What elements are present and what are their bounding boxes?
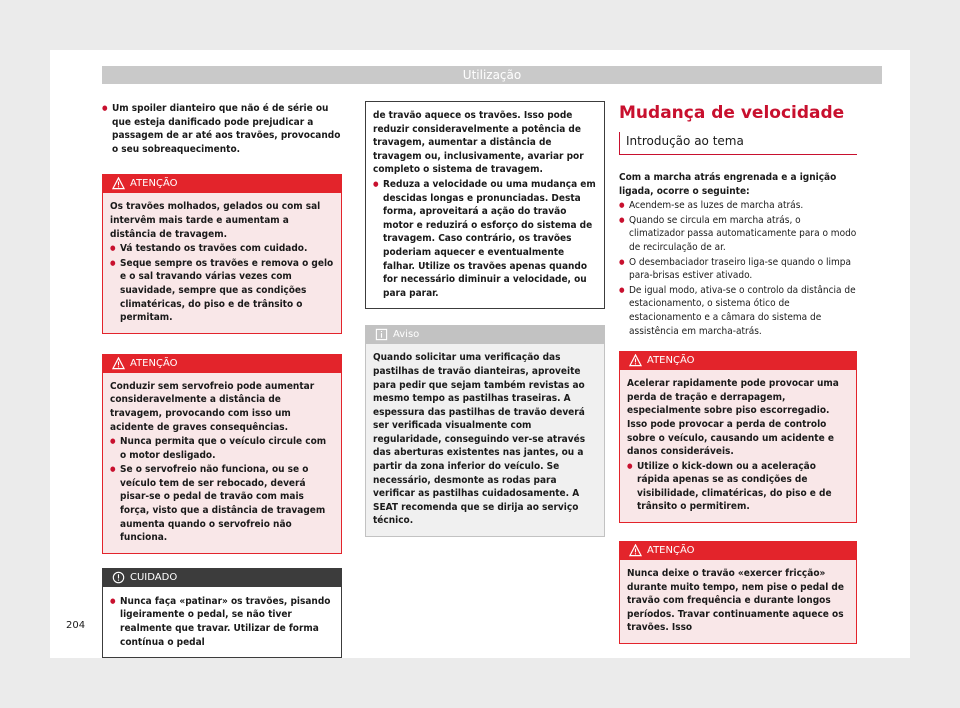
caution-circle-icon xyxy=(112,571,125,584)
page xyxy=(50,50,910,658)
warning-title: ATENÇÃO xyxy=(130,178,178,190)
warning-box xyxy=(102,174,342,333)
warning-box-body xyxy=(619,560,857,644)
warning-title: ATENÇÃO xyxy=(647,355,695,367)
warning-text: Acelerar rapidamente pode provocar uma perda de tração e derrapagem, especialmente sobre piso escorregadio. Isso pode provocar a perda de controlo sobre o veículo, causando um acidente e danos consideráveis. xyxy=(627,378,839,458)
subsection-heading xyxy=(619,132,857,155)
note-box-body xyxy=(365,344,605,537)
page-number: 204 xyxy=(66,620,86,631)
note-box xyxy=(365,325,605,537)
warning-box-body xyxy=(619,370,857,523)
column-1 xyxy=(102,101,342,658)
column-2 xyxy=(365,101,605,537)
warning-box-header xyxy=(102,174,342,193)
warning-text: Os travões molhados, gelados ou com sal intervêm mais tarde e aumentam a distância de travagem. xyxy=(110,201,321,240)
warning-box-body xyxy=(102,373,342,554)
warning-title: ATENÇÃO xyxy=(647,545,695,557)
warning-box xyxy=(619,351,857,523)
warning-box-header xyxy=(619,541,857,560)
intro-text: Com a marcha atrás engrenada e a ignição ligada, ocorre o seguinte: xyxy=(619,172,837,197)
list-item: ● Utilize o kick-down ou a aceleração rápida apenas se as condições de visibilidade, climatéricas, do piso e de trânsito o permitirem. xyxy=(627,460,850,514)
caution-title: CUIDADO xyxy=(130,571,178,583)
note-title: Aviso xyxy=(393,329,420,341)
info-icon xyxy=(375,328,388,341)
column-3 xyxy=(619,101,857,644)
warning-triangle-icon xyxy=(629,544,642,557)
note-text: Quando solicitar uma verificação das pastilhas de travão dianteiras, aproveite para pedir que sejam também revistas ao mesmo tempo as pastilhas traseiras. A espessura das pastilhas de travão deverá ser verificada visualmente com regularidade, conseguindo ver-se através das aberturas existentes nas jantes, ou a partir da zona inferior do veículo. Se necessário, desmonte as rodas para verificar as pastilhas cuidadosamente. A SEAT recomenda que se dirija ao serviço técnico. xyxy=(373,352,586,527)
caution-box-body xyxy=(102,587,342,658)
list-item: ● Vá testando os travões com cuidado. xyxy=(110,242,335,256)
chapter-header: Utilização xyxy=(102,66,882,84)
warning-box-body xyxy=(102,193,342,333)
caution-box-body xyxy=(365,101,605,309)
subsection-title: Introdução ao tema xyxy=(620,132,857,155)
list-item: ● Um spoiler dianteiro que não é de série ou que esteja danificado pode prejudicar a passagem de ar até aos travões, provocando o seu sobreaquecimento. xyxy=(102,102,342,156)
warning-text: Conduzir sem servofreio pode aumentar consideravelmente a distância de travagem, provocando com isso um acidente de graves consequências. xyxy=(110,380,315,433)
warning-box xyxy=(619,541,857,644)
list-item: ● Nunca faça «patinar» os travões, pisando ligeiramente o pedal, se não tiver realmente que travar. Utilizar de forma contínua o pedal xyxy=(110,595,335,649)
warning-box-header xyxy=(102,354,342,373)
warning-title: ATENÇÃO xyxy=(130,357,178,369)
list-item: ● Quando se circula em marcha atrás, o climatizador passa automaticamente para o modo de recirculação de ar. xyxy=(619,214,857,255)
warning-triangle-icon xyxy=(112,177,125,190)
list-item: ● Nunca permita que o veículo circule com o motor desligado. xyxy=(110,435,335,462)
list-item: ● Seque sempre os travões e remova o gelo e o sal travando várias vezes com suavidade, sempre que as condições climatéricas, do piso e de trânsito o permitam. xyxy=(110,257,335,325)
warning-box xyxy=(102,354,342,554)
list-item: ● Se o servofreio não funciona, ou se o veículo tem de ser rebocado, deverá pisar-se o pedal de travão com mais força, visto que a distância de travagem aumenta quando o servofreio não funciona. xyxy=(110,463,335,545)
note-box-header xyxy=(365,325,605,344)
caution-box xyxy=(102,568,342,658)
list-item: ● De igual modo, ativa-se o controlo da distância de estacionamento, o sistema ótico de estacionamento e a câmara do sistema de assistência em marcha-atrás. xyxy=(619,284,857,338)
caution-box-header xyxy=(102,568,342,587)
list-item: ● O desembaciador traseiro liga-se quando o limpa para-brisas estiver ativado. xyxy=(619,256,857,283)
warning-text: Nunca deixe o travão «exercer fricção» durante muito tempo, nem pise o pedal de travão com frequência e durante longos períodos. Travar continuamente aquece os travões. Isso xyxy=(627,568,844,634)
warning-box-header xyxy=(619,351,857,370)
list-item: ● Reduza a velocidade ou uma mudança em descidas longas e pronunciadas. Desta forma, aproveitará a ação do travão motor e reduzirá o esforço do sistema de travagem. Caso contrário, os travões poderiam aquecer e eventualmente falhar. Utilize os travões apenas quando for necessário diminuir a velocidade, ou para parar. xyxy=(373,178,598,300)
warning-triangle-icon xyxy=(112,357,125,370)
caution-text: de travão aquece os travões. Isso pode reduzir consideravelmente a potência de travagem, aumentar a distância de travagem ou, inclusivamente, avariar por completo o sistema de travagem. xyxy=(373,110,584,176)
list-item: ● Acendem-se as luzes de marcha atrás. xyxy=(619,199,857,213)
caution-box-continued xyxy=(365,101,605,309)
section-title: Mudança de velocidade xyxy=(619,103,845,123)
warning-triangle-icon xyxy=(629,354,642,367)
